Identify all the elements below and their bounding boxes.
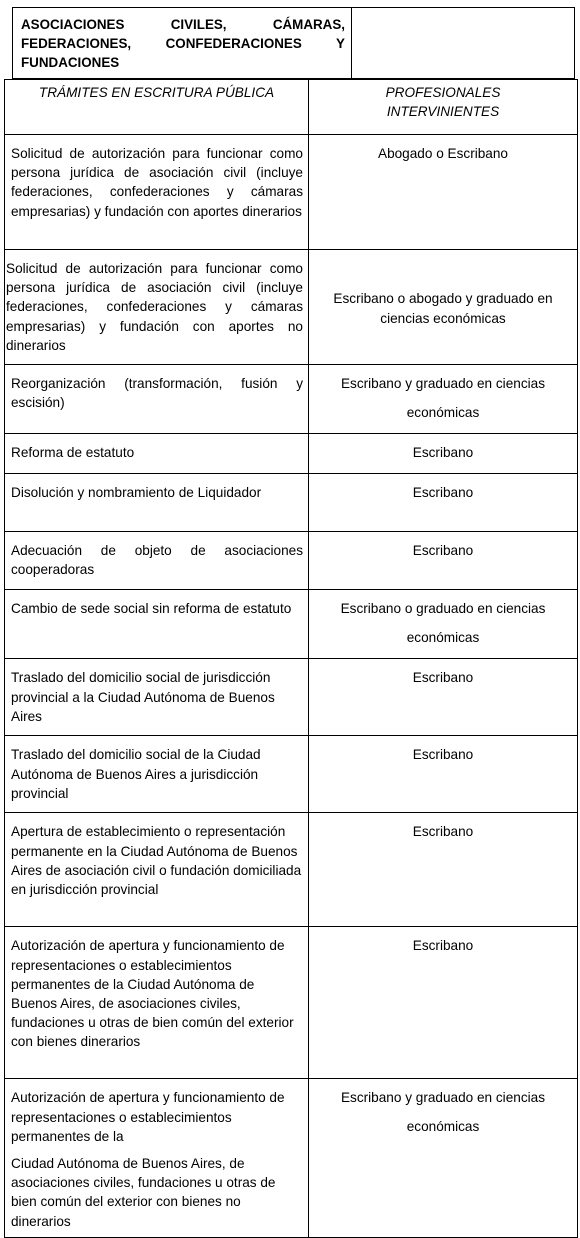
table-row [5, 135, 578, 250]
tramite-cell: Disolución y nombramiento de Liquidador [5, 474, 309, 532]
title-box [12, 7, 575, 79]
column-header-profesionales: PROFESIONALES INTERVINIENTES [309, 80, 578, 135]
table-row [5, 250, 578, 365]
tramite-cell: Traslado del domicilio social de jurisdicción provincial a la Ciudad Autónoma de Buenos Aires [5, 659, 309, 736]
tramite-cell: Traslado del domicilio social de la Ciudad Autónoma de Buenos Aires a jurisdicción provincial [5, 736, 309, 813]
profesionales-cell: Escribano o abogado y graduado en ciencias económicas [309, 250, 578, 365]
profesionales-cell: Escribano [309, 813, 578, 927]
page-title: ASOCIACIONES CIVILES, CÁMARAS, FEDERACIONES, CONFEDERACIONES Y FUNDACIONES [21, 17, 345, 70]
table-header-row [5, 80, 578, 135]
profesionales-cell: Escribano [309, 434, 578, 474]
tramite-cell: Apertura de establecimiento o representación permanente en la Ciudad Autónoma de Buenos Aires de asociación civil o fundación domiciliada en jurisdicción provincial [5, 813, 309, 927]
tramite-cell: Solicitud de autorización para funcionar como persona jurídica de asociación civil (incluye federaciones, confederaciones y cámaras empresarias) y fundación con aportes no dinerarios [5, 250, 309, 365]
tramite-cell: Reforma de estatuto [5, 434, 309, 474]
tramite-cell: Autorización de apertura y funcionamiento de representaciones o establecimientos permanentes de la Ciudad Autónoma de Buenos Aires, de asociaciones civiles, fundaciones u otras de bien común del exterior con bienes dinerarios [5, 927, 309, 1079]
table-row [5, 736, 578, 813]
tramites-table [4, 79, 578, 1238]
table-row [5, 474, 578, 532]
table-row [5, 532, 578, 590]
tramite-cell: Reorganización (transformación, fusión y escisión) [5, 365, 309, 434]
table-row [5, 1079, 578, 1237]
profesionales-cell: Abogado o Escribano [309, 135, 578, 250]
table-row [5, 590, 578, 659]
table-row [5, 434, 578, 474]
table-row [5, 365, 578, 434]
profesionales-cell: Escribano [309, 927, 578, 1079]
table-row [5, 813, 578, 927]
tramite-cell: Adecuación de objeto de asociaciones cooperadoras [5, 532, 309, 590]
tramite-cell-part-1: Autorización de apertura y funcionamiento de representaciones o establecimientos permanentes de la [11, 1090, 285, 1144]
profesionales-cell: Escribano [309, 736, 578, 813]
profesionales-cell: Escribano y graduado en ciencias económicas [309, 365, 578, 434]
title-divider [351, 8, 352, 78]
tramite-cell: Cambio de sede social sin reforma de estatuto [5, 590, 309, 659]
table-row [5, 659, 578, 736]
column-header-tramites: TRÁMITES EN ESCRITURA PÚBLICA [5, 80, 309, 135]
tramite-cell: Solicitud de autorización para funcionar como persona jurídica de asociación civil (incluye federaciones, confederaciones y cámaras empresarias) y fundación con aportes dinerarios [5, 135, 309, 250]
profesionales-cell: Escribano [309, 532, 578, 590]
profesionales-cell: Escribano [309, 659, 578, 736]
tramite-cell [5, 1079, 309, 1237]
profesionales-cell: Escribano o graduado en ciencias económicas [309, 590, 578, 659]
profesionales-cell: Escribano y graduado en ciencias económicas [309, 1079, 578, 1237]
profesionales-cell: Escribano [309, 474, 578, 532]
table-row [5, 927, 578, 1079]
tramite-cell-part-2: Ciudad Autónoma de Buenos Aires, de asociaciones civiles, fundaciones u otras de bien común del exterior con bienes no dinerarios [11, 1155, 276, 1229]
